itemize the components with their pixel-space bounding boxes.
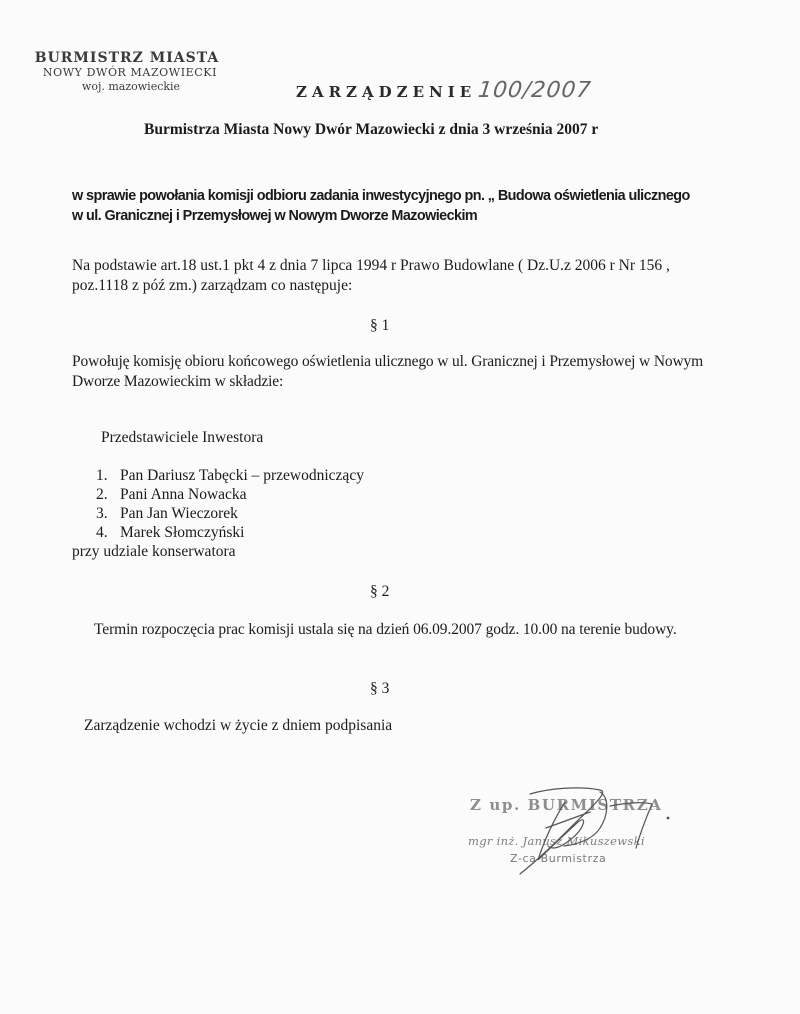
section-3-heading: § 3 (370, 680, 390, 697)
member-number: 4. (96, 524, 108, 541)
member-number: 3. (96, 505, 108, 522)
member-name: Pan Jan Wieczorek (120, 505, 238, 522)
signature-block (460, 788, 690, 888)
section-1-text: Powołuję komisję obioru końcowego oświetlenia ulicznego w ul. Granicznej i Przemysłowej w Nowym Dworze Mazowieckim w składzie: (72, 353, 704, 390)
list-item (96, 466, 364, 485)
document-title: ZARZĄDZENIE (296, 83, 477, 101)
signatory-role-stamp: Z-ca Burmistrza (510, 852, 607, 865)
office-stamp (22, 50, 222, 93)
stamp-office-title: BURMISTRZ MIASTA (34, 50, 220, 66)
handwritten-signature (460, 768, 690, 888)
section-2-heading: § 2 (370, 583, 390, 600)
committee-members-list (96, 466, 364, 542)
document-subject: w sprawie powołania komisji odbioru zadania inwestycyjnego pn. „ Budowa oświetlenia ulicznego w ul. Granicznej i Przemysłowej w Nowym Dworze Mazowieckim (72, 187, 690, 224)
member-name: Pan Dariusz Tabęcki – przewodniczący (120, 467, 364, 484)
member-number: 1. (96, 467, 108, 484)
stamp-voivodeship: woj. mazowieckie (81, 80, 181, 93)
document-number-handwritten: 100/2007 (476, 78, 593, 103)
legal-basis: Na podstawie art.18 ust.1 pkt 4 z dnia 7 lipca 1994 r Prawo Budowlane ( Dz.U.z 2006 r Nr 156 , poz.1118 z póź zm.) zarządzam co następuje: (72, 257, 670, 294)
member-name: Pani Anna Nowacka (120, 486, 247, 503)
signature-dot (667, 817, 670, 820)
investor-representatives-label: Przedstawiciele Inwestora (101, 429, 264, 446)
member-name: Marek Słomczyński (120, 524, 245, 541)
stamp-city: NOWY DWÓR MAZOWIECKI (42, 66, 218, 79)
list-item (96, 523, 364, 542)
signatory-name-stamp: mgr inż. Janusz Mikuszewski (468, 834, 645, 848)
document-title-row (296, 78, 592, 103)
section-3-text: Zarządzenie wchodzi w życie z dniem podpisania (84, 717, 393, 734)
member-number: 2. (96, 486, 108, 503)
conservator-note: przy udziale konserwatora (72, 543, 236, 560)
document-subtitle: Burmistrza Miasta Nowy Dwór Mazowiecki z dnia 3 września 2007 r (144, 121, 599, 138)
list-item (96, 485, 364, 504)
signature-on-behalf-stamp: Z up. BURMISTRZA (470, 796, 663, 814)
section-2-text: Termin rozpoczęcia prac komisji ustala się na dzień 06.09.2007 godz. 10.00 na terenie budowy. (94, 621, 677, 638)
section-1-heading: § 1 (370, 317, 390, 334)
list-item (96, 504, 364, 523)
signature-stroke (546, 812, 590, 828)
